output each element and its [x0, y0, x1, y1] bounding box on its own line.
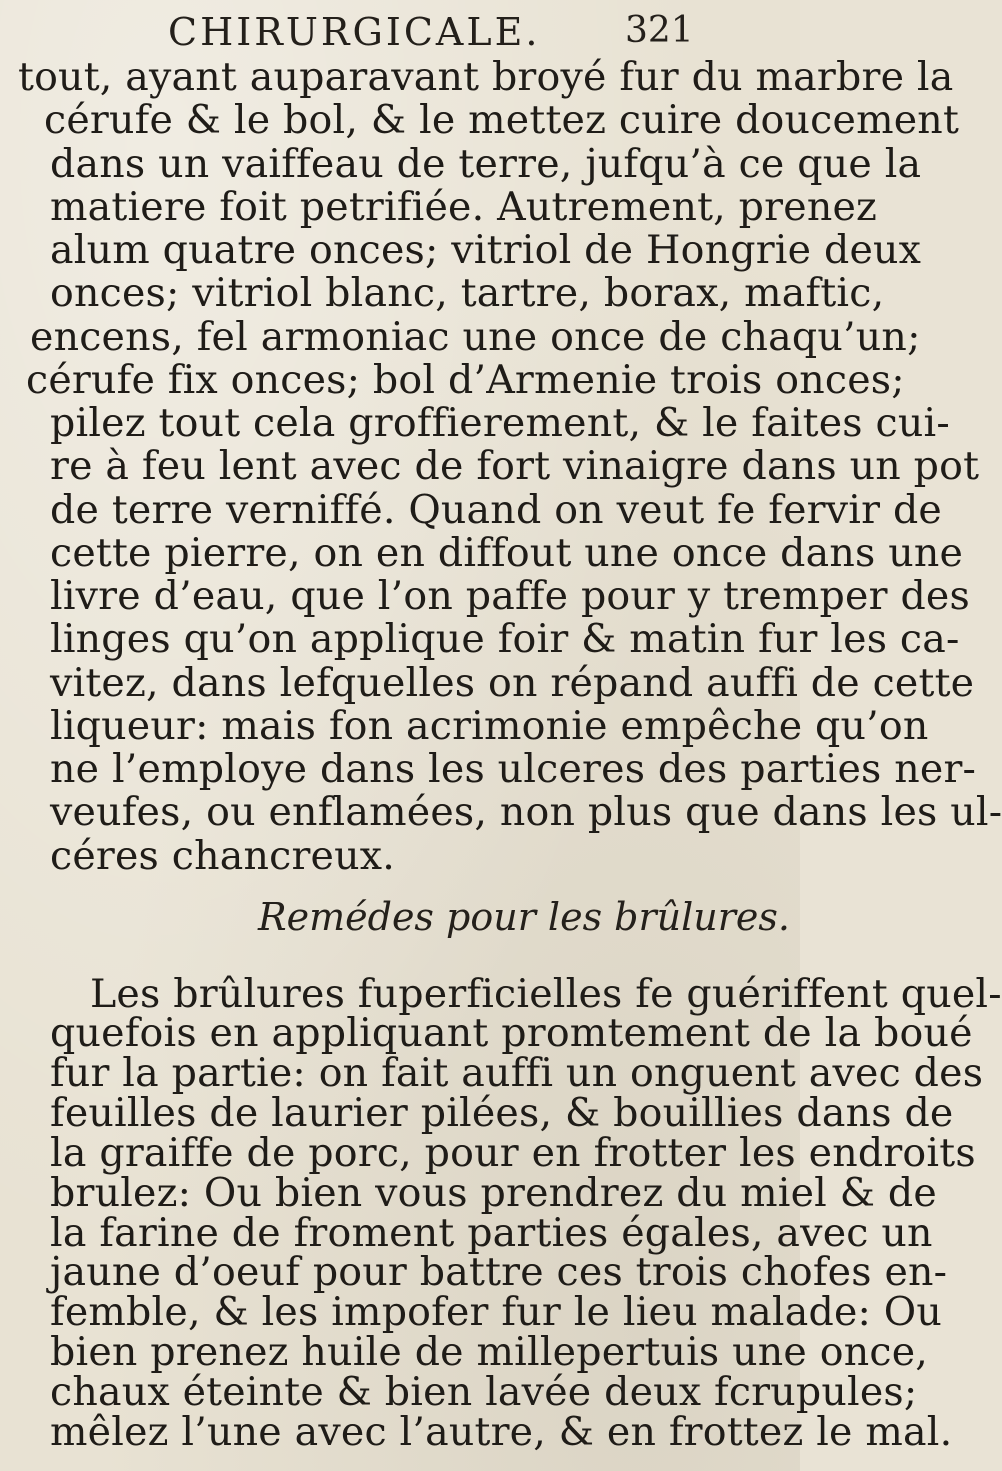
text-line: linges qu’on applique foir & matin fur les ca- [50, 616, 960, 662]
page-number: 321 [625, 10, 694, 51]
text-line: jaune d’oeuf pour battre ces trois chofes en- [50, 1249, 948, 1295]
text-line: la farine de froment parties égales, avec un [50, 1210, 933, 1256]
text-line: vitez, dans lefquelles on répand auffi de cette [50, 660, 975, 706]
text-line: tout, ayant auparavant broyé fur du marbre la [18, 54, 954, 100]
text-line: fur la partie: on fait auffi un onguent avec des [50, 1050, 984, 1096]
text-line: feuilles de laurier pilées, & bouillies dans de [50, 1090, 954, 1136]
text-line: dans un vaiffeau de terre, jufqu’à ce que la [50, 141, 922, 187]
text-line: liqueur: mais fon acrimonie empêche qu’on [50, 703, 929, 749]
text-line: femble, & les impofer fur le lieu malade: Ou [50, 1289, 943, 1335]
text-line: veufes, ou enflamées, non plus que dans les ul- [50, 789, 1002, 835]
running-title: CHIRURGICALE. [168, 10, 541, 54]
text-line: livre d’eau, que l’on paffe pour y tremper des [50, 573, 970, 619]
text-line: cérufe fix onces; bol d’Armenie trois onces; [26, 357, 905, 403]
text-line: alum quatre onces; vitriol de Hongrie deux [50, 227, 922, 273]
text-line: la graiffe de porc, pour en frotter les endroits [50, 1130, 976, 1176]
text-line: bien prenez huile de millepertuis une once, [50, 1329, 929, 1375]
text-line: céres chancreux. [50, 833, 395, 879]
text-line: chaux éteinte & bien lavée deux fcrupules; [50, 1369, 918, 1415]
section-heading: Remédes pour les brûlures. [258, 895, 790, 939]
text-line: mêlez l’une avec l’autre, & en frottez le mal. [50, 1409, 953, 1455]
text-line: re à feu lent avec de fort vinaigre dans un pot [50, 443, 980, 489]
page-header [0, 10, 800, 56]
text-line: quefois en appliquant promtement de la boué [50, 1010, 973, 1056]
text-line: ne l’employe dans les ulceres des parties ner- [50, 746, 977, 792]
text-line: matiere foit petrifiée. Autrement, prenez [50, 184, 878, 230]
text-line: onces; vitriol blanc, tartre, borax, maftic, [50, 270, 885, 316]
text-line: cérufe & le bol, & le mettez cuire doucement [44, 97, 960, 143]
text-line: brulez: Ou bien vous prendrez du miel & de [50, 1170, 937, 1216]
text-line: cette pierre, on en diffout une once dans une [50, 530, 964, 576]
text-line: Les brûlures fuperficielles fe guériffent quel- [90, 971, 1002, 1017]
text-line: pilez tout cela groffierement, & le faites cui- [50, 400, 950, 446]
text-line: encens, fel armoniac une once de chaqu’un; [30, 314, 921, 360]
text-line: de terre verniffé. Quand on veut fe fervir de [50, 487, 943, 533]
